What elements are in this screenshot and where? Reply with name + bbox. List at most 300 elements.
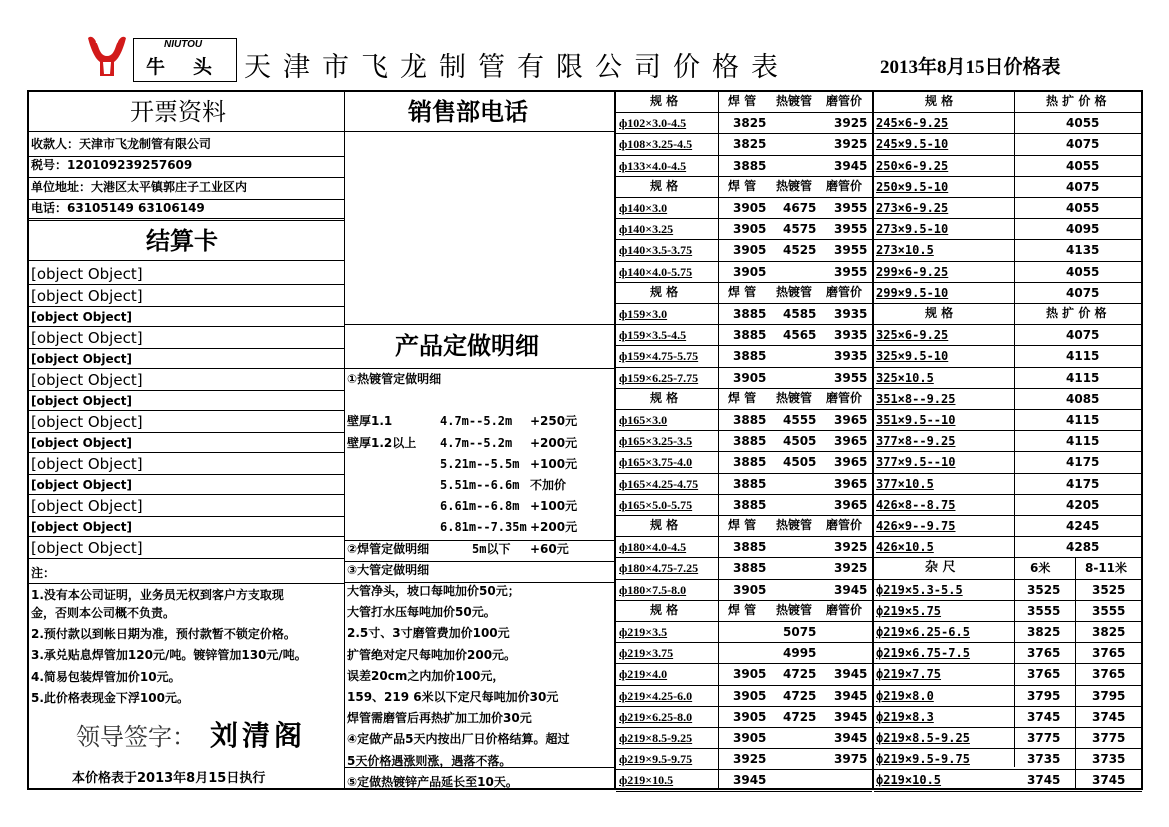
grid-line (616, 748, 872, 749)
misc-price-6m: 3745 (1027, 773, 1061, 788)
pipe-grind-price: 3965 (834, 497, 868, 512)
grid-line (874, 451, 1142, 452)
pipe-grind-price: 3935 (834, 328, 868, 343)
pipe-header-galv: 热镀管 (776, 178, 813, 193)
grid-line (616, 791, 872, 792)
pipe-header-spec: 规 格 (650, 602, 679, 617)
grid-line (874, 239, 1142, 240)
misc-header-6m: 6米 (1030, 561, 1051, 576)
expand-price: 4075 (1066, 137, 1100, 152)
card-line: [object Object] (31, 497, 143, 515)
pipe-spec: ф140×3.5-3.75 (619, 243, 693, 258)
invoice-title: 开票资料 (130, 98, 226, 126)
custom-detail-line: 焊管需磨管后再热扩加工加价30元 (347, 711, 532, 726)
pipe-spec: ф219×3.5 (619, 625, 668, 639)
pipe-header-galv: 热镀管 (776, 602, 813, 617)
grid-line (874, 303, 1142, 304)
grid-line (616, 600, 872, 601)
card-line: [object Object] (31, 394, 132, 408)
grid-line (28, 348, 344, 349)
misc-price-6m: 3735 (1027, 752, 1061, 767)
misc-spec: ф219×8.5-9.25 (876, 731, 970, 745)
pipe-weld-price: 3905 (733, 222, 767, 237)
grid-line (28, 452, 344, 453)
misc-price-8-11m: 3775 (1092, 731, 1126, 745)
pipe-spec: ф165×3.75-4.0 (619, 455, 693, 470)
misc-spec: ф219×5.3-5.5 (876, 582, 963, 597)
grid-line (874, 388, 1142, 389)
grid-line (28, 410, 344, 411)
grid-line (874, 791, 1142, 792)
custom-detail-line: ⑤定做热镀锌产品延长至10天。 (347, 774, 518, 789)
custom-detail-length: 5m以下 (472, 541, 511, 556)
pipe-galv-price: 4525 (783, 243, 817, 258)
pipe-spec: ф219×6.25-8.0 (619, 709, 693, 724)
note-line: 5.此价格表现金下浮100元。 (31, 691, 189, 705)
grid-line (874, 685, 1142, 686)
pipe-grind-price: 3945 (834, 688, 868, 703)
pipe-header-weld: 焊 管 (728, 518, 757, 532)
pipe-header-grind: 磨管价 (826, 94, 863, 108)
pipe-grind-price: 3935 (834, 349, 868, 364)
expand-spec: 325×6-9.25 (876, 328, 949, 343)
pipe-grind-price: 3945 (834, 158, 868, 173)
grid-line (28, 516, 344, 517)
pipe-spec: ф165×3.0 (619, 413, 668, 427)
misc-spec: ф219×8.3 (876, 709, 934, 724)
expand-spec: 351×8--9.25 (876, 391, 956, 406)
pipe-header-galv: 热镀管 (776, 94, 813, 108)
grid-line (874, 494, 1142, 495)
pipe-header-grind: 磨管价 (826, 518, 863, 532)
expand-price: 4085 (1066, 391, 1100, 406)
invoice-line: 电话：63105149 63106149 (31, 201, 205, 215)
pipe-galv-price: 4585 (783, 307, 817, 321)
expand-spec: 245×6-9.25 (876, 116, 949, 131)
pipe-grind-price: 3965 (834, 434, 868, 449)
misc-price-8-11m: 3735 (1092, 752, 1126, 767)
grid-line (616, 409, 872, 410)
custom-detail-line: 5天价格遇涨则涨，遇落不落。 (347, 753, 512, 768)
pipe-spec: ф180×4.75-7.25 (619, 561, 699, 576)
grid-line (616, 176, 872, 177)
grid-line (28, 390, 344, 391)
pipe-spec: ф165×3.25-3.5 (619, 434, 693, 449)
grid-line (616, 218, 872, 219)
grid-line (616, 642, 872, 643)
pipe-galv-price: 5075 (783, 625, 817, 639)
misc-price-6m: 3765 (1027, 646, 1061, 661)
custom-detail-price: +60元 (530, 541, 569, 556)
grid-line (616, 536, 872, 537)
expand-spec: 273×10.5 (876, 243, 934, 258)
grid-line (28, 583, 344, 584)
grid-line (874, 218, 1142, 219)
grid-line (874, 197, 1142, 198)
misc-price-6m: 3555 (1027, 603, 1061, 618)
pipe-weld-price: 3885 (733, 413, 767, 427)
expand-price: 4055 (1066, 264, 1100, 279)
misc-header-spec: 杂 尺 (925, 560, 956, 576)
grid-line (28, 260, 344, 261)
pipe-spec: ф165×5.0-5.75 (619, 497, 693, 512)
custom-detail-price: +200元 (530, 520, 578, 535)
card-line: [object Object] (31, 371, 143, 389)
grid-line (874, 642, 1142, 643)
card-line: [object Object] (31, 413, 143, 431)
expand-header-spec: 规 格 (925, 94, 954, 108)
grid-line (874, 473, 1142, 474)
pipe-spec: ф159×3.0 (619, 307, 668, 321)
expand-price: 4075 (1066, 328, 1100, 343)
exec-note: 本价格表于2013年8月15日执行 (72, 771, 266, 786)
misc-price-8-11m: 3745 (1092, 709, 1126, 724)
custom-detail-length: 6.81m--7.35m (440, 520, 527, 535)
pipe-header-grind: 磨管价 (826, 284, 863, 299)
grid-line (616, 663, 872, 664)
pipe-spec: ф219×4.0 (619, 667, 668, 682)
expand-price: 4055 (1066, 201, 1100, 215)
pipe-header-weld: 焊 管 (728, 94, 757, 108)
misc-price-8-11m: 3765 (1092, 667, 1126, 682)
grid-line (28, 156, 344, 157)
card-line: [object Object] (31, 287, 143, 305)
invoice-line: 税号：120109239257609 (31, 158, 193, 172)
expand-price: 4115 (1066, 434, 1100, 449)
sign-label: 领导签字： (76, 723, 196, 751)
custom-detail-line: 159、219 6米以下定尺每吨加价30元 (347, 690, 559, 704)
pipe-header-weld: 焊 管 (728, 390, 757, 405)
grid-line (28, 368, 344, 369)
grid-line (344, 91, 345, 789)
expand-header-price: 热 扩 价 格 (1046, 94, 1107, 108)
grid-line (874, 600, 1142, 601)
misc-price-8-11m: 3795 (1092, 688, 1126, 703)
pipe-spec: ф140×3.25 (619, 222, 674, 237)
pipe-grind-price: 3925 (834, 540, 868, 555)
grid-line (28, 432, 344, 433)
pipe-galv-price: 4675 (783, 201, 817, 215)
pipe-weld-price: 3885 (733, 307, 767, 321)
grid-line (874, 112, 1142, 113)
grid-line (616, 197, 872, 198)
grid-line (874, 155, 1142, 156)
card-line: [object Object] (31, 265, 143, 283)
pipe-weld-price: 3885 (733, 349, 767, 364)
card-line: [object Object] (31, 539, 143, 557)
grid-line (616, 769, 872, 770)
grid-line (28, 306, 344, 307)
card-title: 结算卡 (146, 227, 218, 255)
pipe-weld-price: 3885 (733, 158, 767, 173)
sales-title: 销售部电话 (408, 98, 528, 126)
pipe-spec: ф180×7.5-8.0 (619, 582, 687, 597)
expand-price: 4075 (1066, 179, 1100, 194)
misc-price-8-11m: 3745 (1092, 773, 1126, 788)
pipe-header-galv: 热镀管 (776, 390, 813, 405)
misc-spec: ф219×6.75-7.5 (876, 646, 970, 661)
grid-line (1075, 557, 1076, 789)
pipe-galv-price: 4725 (783, 667, 817, 682)
grid-line (874, 430, 1142, 431)
grid-line (616, 261, 872, 262)
misc-price-8-11m: 3555 (1092, 603, 1126, 618)
expand-spec: 426×10.5 (876, 540, 934, 555)
pipe-header-galv: 热镀管 (776, 284, 813, 299)
grid-line (28, 284, 344, 285)
grid-line (874, 621, 1142, 622)
pipe-grind-price: 3955 (834, 222, 868, 237)
grid-line (28, 218, 344, 219)
pipe-spec: ф133×4.0-4.5 (619, 158, 687, 173)
pipe-spec: ф140×4.0-5.75 (619, 264, 693, 279)
card-line: [object Object] (31, 436, 132, 450)
pipe-weld-price: 3885 (733, 434, 767, 449)
pipe-weld-price: 3885 (733, 540, 767, 555)
expand-header-price: 热 扩 价 格 (1046, 306, 1107, 320)
custom-detail-length: 5.51m--6.6m (440, 478, 520, 492)
grid-line (28, 131, 344, 132)
card-line: [object Object] (31, 455, 143, 473)
grid-line (616, 579, 872, 580)
pipe-weld-price: 3905 (733, 370, 767, 385)
custom-detail-price: +100元 (530, 456, 578, 471)
pipe-header-spec: 规 格 (650, 284, 679, 299)
custom-detail-line: ④定做产品5天内按出厂日价格结算。超过 (347, 732, 570, 747)
card-line: [object Object] (31, 352, 132, 366)
grid-line (616, 727, 872, 728)
pipe-galv-price: 4575 (783, 222, 817, 237)
misc-price-6m: 3765 (1027, 667, 1061, 682)
expand-spec: 250×9.5-10 (876, 179, 949, 194)
pipe-weld-price: 3885 (733, 497, 767, 512)
pipe-spec: ф159×6.25-7.75 (619, 370, 699, 385)
grid-line (874, 345, 1142, 346)
misc-spec: ф219×6.25-6.5 (876, 625, 970, 639)
grid-line (874, 324, 1142, 325)
grid-line (28, 494, 344, 495)
expand-price: 4115 (1066, 413, 1100, 427)
note-line: 金，否则本公司概不负责。 (31, 606, 176, 620)
custom-detail-line: 扩管绝对定尺每吨加价200元。 (347, 647, 517, 662)
expand-price: 4075 (1066, 285, 1100, 300)
pipe-weld-price: 3905 (733, 731, 767, 745)
pipe-header-grind: 磨管价 (826, 390, 863, 405)
grid-line (616, 388, 872, 389)
pipe-spec: ф219×10.5 (619, 773, 674, 788)
pipe-grind-price: 3925 (834, 137, 868, 152)
pipe-header-weld: 焊 管 (728, 284, 757, 299)
pipe-weld-price: 3885 (733, 476, 767, 491)
note-line: 2.预付款以到帐日期为准，预付款暂不锁定价格。 (31, 627, 296, 641)
pipe-weld-price: 3885 (733, 561, 767, 576)
pipe-galv-price: 4725 (783, 688, 817, 703)
pipe-header-spec: 规 格 (650, 390, 679, 405)
expand-price: 4175 (1066, 455, 1100, 470)
grid-line (616, 367, 872, 368)
pipe-spec: ф219×4.25-6.0 (619, 688, 693, 703)
grid-line (874, 706, 1142, 707)
expand-price: 4095 (1066, 222, 1100, 237)
expand-spec: 325×10.5 (876, 370, 934, 385)
grid-line (616, 494, 872, 495)
grid-line (616, 324, 872, 325)
grid-line (616, 557, 872, 558)
misc-price-8-11m: 3525 (1092, 582, 1126, 597)
grid-line (874, 515, 1142, 516)
misc-price-8-11m: 3825 (1092, 625, 1126, 639)
custom-detail-length: 4.7m--5.2m (440, 414, 513, 429)
custom-detail-line: 大管打水压每吨加价50元。 (347, 605, 496, 620)
pipe-weld-price: 3905 (733, 243, 767, 258)
grid-line (874, 409, 1142, 410)
pipe-header-grind: 磨管价 (826, 602, 863, 617)
grid-line (616, 706, 872, 707)
company-title: 天津市飞龙制管有限公司价格表 (244, 52, 790, 83)
pipe-grind-price: 3925 (834, 116, 868, 131)
svg-text:NIUTOU: NIUTOU (95, 39, 119, 45)
card-line: [object Object] (31, 310, 132, 324)
pipe-galv-price: 4565 (783, 328, 817, 343)
grid-line (874, 367, 1142, 368)
expand-price: 4115 (1066, 370, 1100, 385)
pipe-spec: ф140×3.0 (619, 201, 668, 215)
custom-detail-line: 大管净头，坡口每吨加价50元； (347, 584, 520, 598)
grid-line (874, 663, 1142, 664)
expand-price: 4285 (1066, 540, 1100, 555)
invoice-line: 单位地址：大港区太平镇郭庄子工业区内 (31, 180, 248, 194)
pipe-weld-price: 3905 (733, 582, 767, 597)
grid-line (616, 303, 872, 304)
pipe-weld-price: 3945 (733, 773, 767, 788)
pipe-grind-price: 3925 (834, 561, 868, 576)
grid-line (874, 176, 1142, 177)
pipe-weld-price: 3905 (733, 667, 767, 682)
pipe-grind-price: 3945 (834, 667, 868, 682)
grid-line (345, 582, 615, 583)
grid-line (616, 112, 872, 113)
grid-line (874, 261, 1142, 262)
grid-line (616, 345, 872, 346)
pipe-grind-price: 3955 (834, 243, 868, 258)
pipe-weld-price: 3885 (733, 455, 767, 470)
misc-spec: ф219×7.75 (876, 667, 942, 682)
grid-line (874, 133, 1142, 134)
pipe-grind-price: 3965 (834, 413, 868, 427)
pipe-weld-price: 3905 (733, 264, 767, 279)
pipe-galv-price: 4505 (783, 434, 817, 449)
pipe-header-spec: 规 格 (650, 178, 679, 193)
expand-spec: 377×8--9.25 (876, 434, 956, 449)
grid-line (28, 220, 344, 221)
pipe-spec: ф180×4.0-4.5 (619, 540, 687, 555)
brand-chinese: 牛头 (146, 56, 241, 78)
custom-detail-line: ①热镀管定做明细 (347, 372, 442, 386)
expand-spec: 299×9.5-10 (876, 285, 949, 300)
grid-line (874, 727, 1142, 728)
grid-line (874, 557, 1142, 558)
grid-line (616, 430, 872, 431)
expand-price: 4115 (1066, 349, 1100, 364)
sign-name: 刘清阁 (210, 721, 307, 752)
pipe-spec: ф219×8.5-9.25 (619, 731, 693, 745)
expand-price: 4175 (1066, 476, 1100, 491)
grid-line (345, 368, 615, 369)
card-line: [object Object] (31, 329, 143, 347)
custom-detail-length: 6.61m--6.8m (440, 499, 520, 514)
note-line: 4.简易包装焊管加价10元。 (31, 670, 181, 684)
grid-line (874, 769, 1142, 770)
grid-line (874, 748, 1142, 749)
expand-spec: 245×9.5-10 (876, 137, 949, 152)
expand-spec: 426×8--8.75 (876, 497, 956, 512)
pipe-header-weld: 焊 管 (728, 178, 757, 193)
custom-detail-line: ③大管定做明细 (347, 562, 430, 577)
expand-spec: 273×9.5-10 (876, 222, 949, 237)
misc-price-6m: 3795 (1027, 688, 1061, 703)
misc-spec: ф219×5.75 (876, 603, 942, 618)
pipe-grind-price: 3965 (834, 455, 868, 470)
grid-line (874, 536, 1142, 537)
grid-line (616, 621, 872, 622)
pipe-spec: ф219×9.5-9.75 (619, 752, 693, 767)
pipe-spec: ф108×3.25-4.5 (619, 137, 693, 152)
pipe-header-grind: 磨管价 (826, 178, 863, 193)
pipe-weld-price: 3885 (733, 328, 767, 343)
expand-price: 4055 (1066, 158, 1100, 173)
custom-detail-line: ②焊管定做明细 (347, 541, 430, 556)
misc-price-8-11m: 3765 (1092, 646, 1126, 661)
expand-price: 4245 (1066, 519, 1100, 533)
expand-price: 4055 (1066, 116, 1100, 131)
pipe-header-galv: 热镀管 (776, 518, 813, 532)
notes-title: 注： (31, 566, 56, 580)
custom-detail-length: 5.21m--5.5m (440, 456, 520, 471)
pipe-grind-price: 3945 (834, 731, 868, 745)
grid-line (345, 131, 615, 132)
pipe-header-weld: 焊 管 (728, 602, 757, 617)
note-line: 3.承兑贴息焊管加120元/吨。镀锌管加130元/吨。 (31, 648, 307, 662)
pipe-grind-price: 3965 (834, 476, 868, 491)
custom-detail-price: +250元 (530, 414, 578, 429)
pipe-weld-price: 3905 (733, 201, 767, 215)
grid-line (616, 515, 872, 516)
misc-spec: ф219×8.0 (876, 688, 934, 703)
expand-spec: 299×6-9.25 (876, 264, 949, 279)
pipe-grind-price: 3945 (834, 709, 868, 724)
expand-spec: 426×9--9.75 (876, 519, 956, 533)
expand-spec: 250×6-9.25 (876, 158, 949, 173)
pipe-weld-price: 3905 (733, 709, 767, 724)
grid-line (28, 199, 344, 200)
expand-spec: 377×10.5 (876, 476, 934, 491)
pipe-spec: ф102×3.0-4.5 (619, 116, 687, 131)
misc-price-6m: 3525 (1027, 582, 1061, 597)
expand-price: 4205 (1066, 497, 1100, 512)
misc-price-6m: 3825 (1027, 625, 1061, 639)
grid-line (616, 155, 872, 156)
misc-header-8-11m: 8-11米 (1085, 561, 1128, 576)
brand-english: NIUTOU (164, 39, 203, 50)
date-title: 2013年8月15日价格表 (880, 57, 1061, 78)
pipe-weld-price: 3905 (733, 688, 767, 703)
custom-detail-line: 壁厚1.2以上 (347, 435, 417, 450)
grid-line (28, 558, 344, 559)
custom-title: 产品定做明细 (395, 332, 539, 360)
grid-line (616, 473, 872, 474)
grid-line (874, 282, 1142, 283)
pipe-galv-price: 4505 (783, 455, 817, 470)
